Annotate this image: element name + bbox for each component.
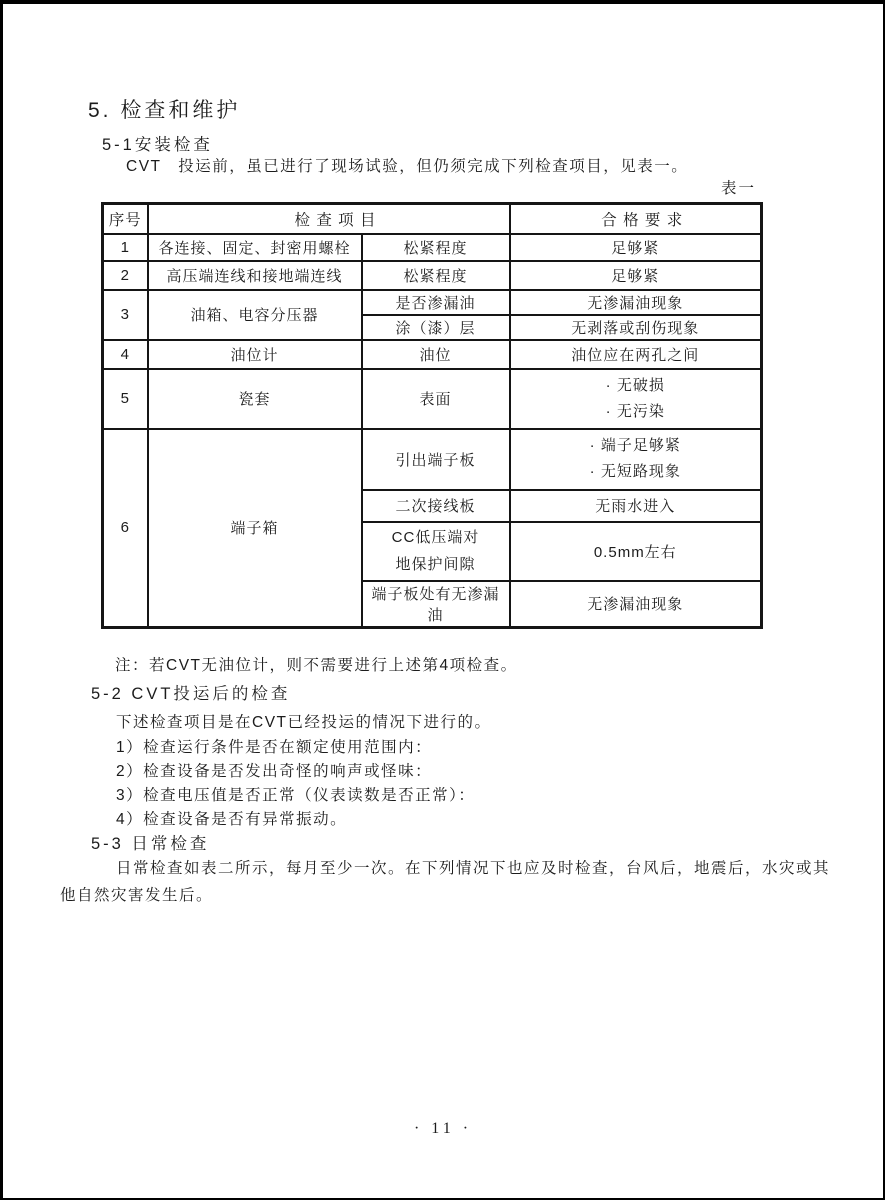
cell-item: 油位计 (148, 340, 362, 369)
table-note: 注：若CVT无油位计，则不需要进行上述第4项检查。 (115, 657, 518, 674)
inspection-table (101, 202, 763, 629)
cell-item: 高压端连线和接地端连线 (148, 261, 362, 290)
cell-requirement: 无渗漏油现象 (510, 290, 762, 315)
cell-no: 3 (103, 290, 148, 340)
cell-requirement (510, 429, 762, 490)
page-number: · 11 · (413, 1120, 473, 1137)
cell-subitem: 松紧程度 (362, 261, 510, 290)
table-header-row (103, 204, 762, 234)
cell-requirement: 足够紧 (510, 234, 762, 261)
cell-subitem: 端子板处有无渗漏油 (362, 581, 510, 628)
cell-requirement: 无雨水进入 (510, 490, 762, 522)
cell-subitem: 松紧程度 (362, 234, 510, 261)
cell-subitem: 涂（漆）层 (362, 315, 510, 340)
table-one-label: 表一 (721, 180, 757, 197)
cell-subitem: 引出端子板 (362, 429, 510, 490)
cell-subitem: 油位 (362, 340, 510, 369)
cell-requirement: 油位应在两孔之间 (510, 340, 762, 369)
table-row (103, 290, 762, 315)
cell-requirement (510, 369, 762, 429)
subitem-line: CC低压端对 (391, 529, 480, 546)
bullet-line: · 端子足够紧 (589, 437, 681, 454)
cell-item: 端子箱 (148, 429, 362, 628)
cell-requirement: 无剥落或刮伤现象 (510, 315, 762, 340)
cell-item: 油箱、电容分压器 (148, 290, 362, 340)
cell-requirement: 足够紧 (510, 261, 762, 290)
cell-no: 2 (103, 261, 148, 290)
table-row (103, 369, 762, 429)
list-item: 3）检查电压值是否正常（仪表读数是否正常）： (116, 787, 476, 804)
section-5-title: 5. 检查和维护 (88, 99, 241, 122)
table-row (103, 234, 762, 261)
list-item: 2）检查设备是否发出奇怪的响声或怪味： (116, 763, 433, 780)
table-row (103, 261, 762, 290)
cell-subitem: 表面 (362, 369, 510, 429)
header-cell-item: 检 查 项 目 (148, 204, 510, 234)
cell-subitem: 是否渗漏油 (362, 290, 510, 315)
cell-subitem (362, 522, 510, 581)
section-5-1-title: 5-1安装检查 (102, 136, 213, 154)
requirement-bullet-list (606, 373, 665, 425)
table-row (103, 429, 762, 490)
cell-item: 各连接、固定、封密用螺栓 (148, 234, 362, 261)
cell-no: 1 (103, 234, 148, 261)
subitem-line: 地保护间隙 (395, 556, 476, 573)
bullet-line: · 无污染 (605, 402, 665, 420)
section-5-3-paragraph: 日常检查如表二所示，每月至少一次。在下列情况下也应及时检查，台风后，地震后，水灾或其他自然灾害发生后。 (60, 860, 831, 904)
list-item: 1）检查运行条件是否在额定使用范围内： (116, 739, 433, 756)
requirement-bullet-list (590, 433, 681, 485)
cell-requirement: 无渗漏油现象 (510, 581, 762, 628)
cell-no: 6 (103, 429, 148, 628)
section-5-2-title: 5-2 CVT投运后的检查 (91, 685, 291, 703)
header-cell-no: 序号 (103, 204, 148, 234)
bullet-line: · 无短路现象 (589, 463, 681, 480)
section-5-2-intro: 下述检查项目是在CVT已经投运的情况下进行的。 (116, 714, 492, 731)
cell-requirement: 0.5mm左右 (510, 522, 762, 581)
cell-no: 4 (103, 340, 148, 369)
intro-paragraph: CVT 投运前，虽已进行了现场试验，但仍须完成下列检查项目，见表一。 (126, 158, 689, 175)
section-5-3-title: 5-3 日常检查 (91, 835, 210, 853)
table-row (103, 340, 762, 369)
list-item: 4）检查设备是否有异常振动。 (116, 811, 348, 828)
cell-subitem: 二次接线板 (362, 490, 510, 522)
bullet-line: · 无破损 (605, 376, 665, 394)
cell-item: 瓷套 (148, 369, 362, 429)
cell-no: 5 (103, 369, 148, 429)
header-cell-requirement: 合 格 要 求 (510, 204, 762, 234)
